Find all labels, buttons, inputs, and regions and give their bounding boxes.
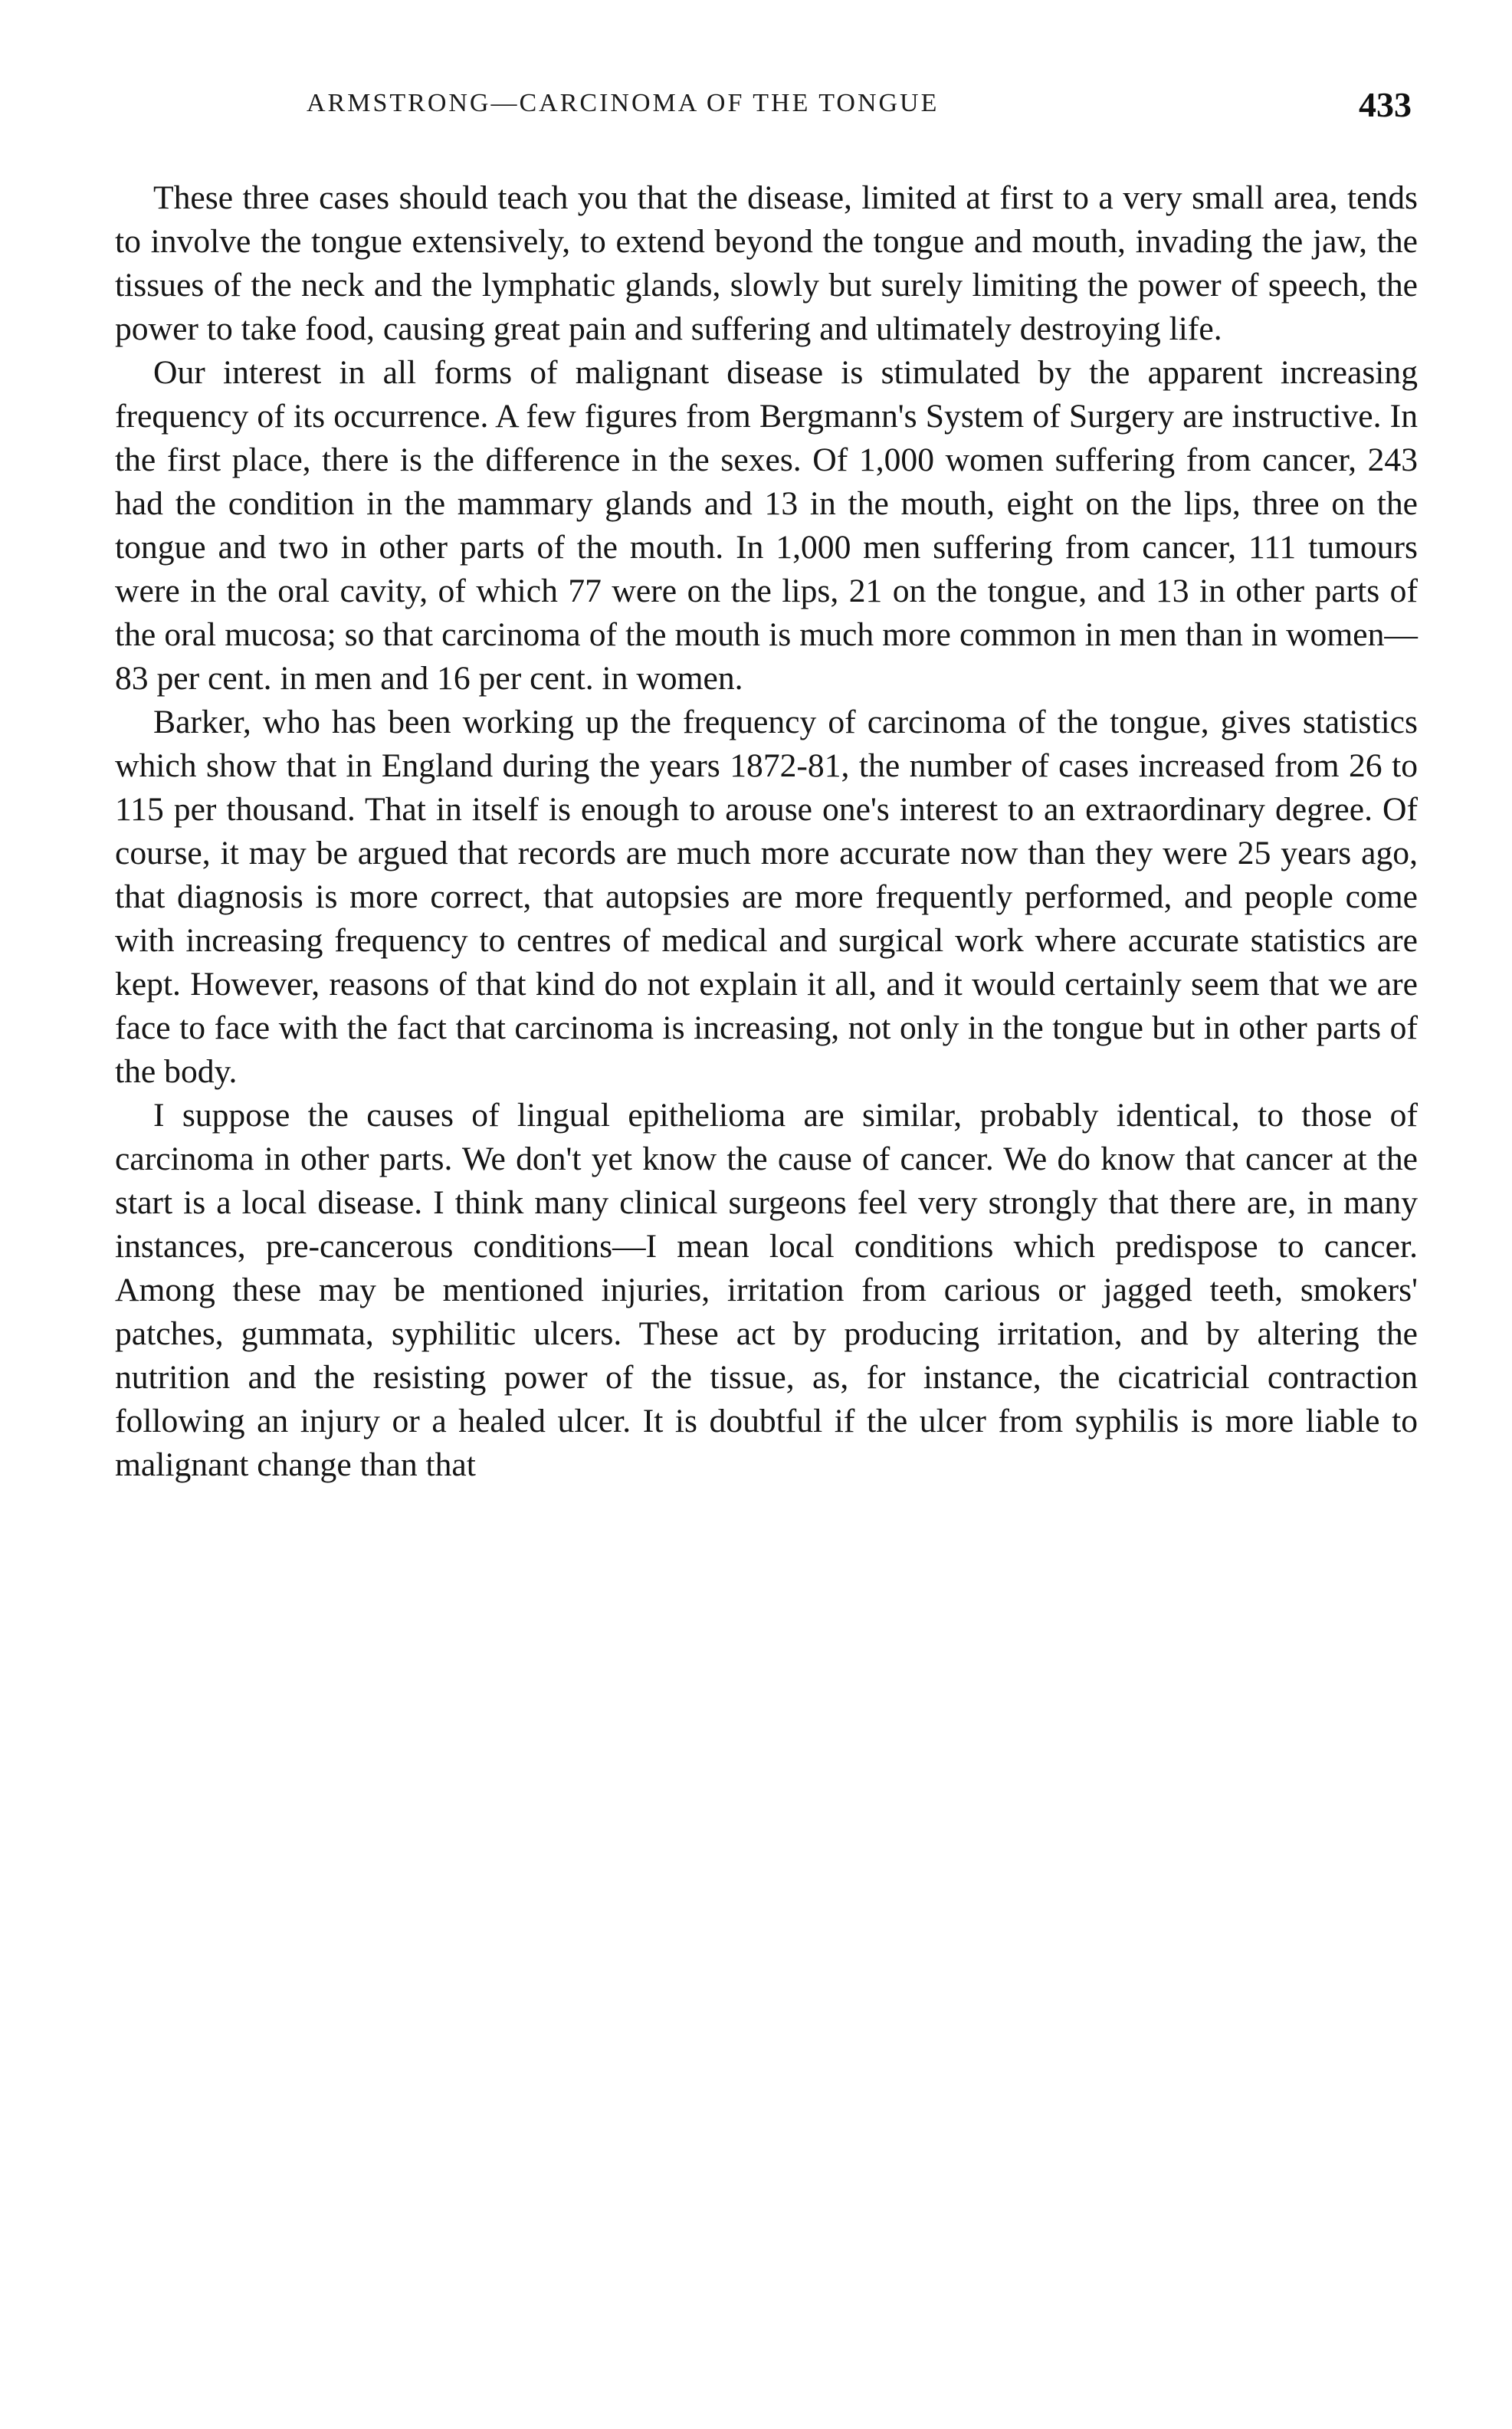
page-number: 433 (1359, 85, 1412, 124)
paragraph-causes: I suppose the causes of lingual epithelioma are similar, probably identical, to those of carcinoma in other parts. We don't yet know the cause of cancer. We do know that cancer at the start is a local disease. I think many clinical surgeons feel very strongly that there are, in many instances, pre-cancerous conditions—I mean local conditions which predispose to cancer. Among these may be mentioned injuries, irritation from carious or jagged teeth, smokers' patches, gummata, syphilitic ulcers. These act by producing irritation, and by altering the nutrition and the resisting power of the tissue, as, for instance, the cicatricial contraction following an injury or a healed ulcer. It is doubtful if the ulcer from syphilis is more liable to malignant change than that (115, 1097, 1418, 1483)
paragraph-disease-progression: These three cases should teach you that the disease, limited at first to a very small area, tends to involve the tongue extensively, to extend beyond the tongue and mouth, invading the jaw, the tissues of the neck and the lymphatic glands, slowly but surely limiting the power of speech, the power to take food, causing great pain and suffering and ultimately destroying life. (115, 179, 1418, 347)
running-title: ARMSTRONG—CARCINOMA OF THE TONGUE (307, 89, 940, 117)
running-head (115, 84, 1418, 143)
paragraph-barker-statistics: Barker, who has been working up the frequency of carcinoma of the tongue, gives statistics which show that in England during the years 1872-81, the number of cases increased from 26 to 115 per thousand. That in itself is enough to arouse one's interest to an extraordinary degree. Of course, it may be argued that records are much more accurate now than they were 25 years ago, that diagnosis is more correct, that autopsies are more frequently performed, and people come with increasing frequency to centres of medical and surgical work where accurate statistics are kept. However, reasons of that kind do not explain it all, and it would certainly seem that we are face to face with the fact that carcinoma is increasing, not only in the tongue but in other parts of the body. (115, 704, 1418, 1090)
body-text (115, 176, 1418, 1487)
book-page (115, 84, 1418, 2384)
paragraph-frequency-statistics: Our interest in all forms of malignant disease is stimulated by the apparent increasing frequency of its occurrence. A few figures from Bergmann's System of Surgery are instructive. In the first place, there is the difference in the sexes. Of 1,000 women suffering from cancer, 243 had the condition in the mammary glands and 13 in the mouth, eight on the lips, three on the tongue and two in other parts of the mouth. In 1,000 men suffering from cancer, 111 tumours were in the oral cavity, of which 77 were on the lips, 21 on the tongue, and 13 in other parts of the oral mucosa; so that carcinoma of the mouth is much more common in men than in women—83 per cent. in men and 16 per cent. in women. (115, 354, 1418, 697)
